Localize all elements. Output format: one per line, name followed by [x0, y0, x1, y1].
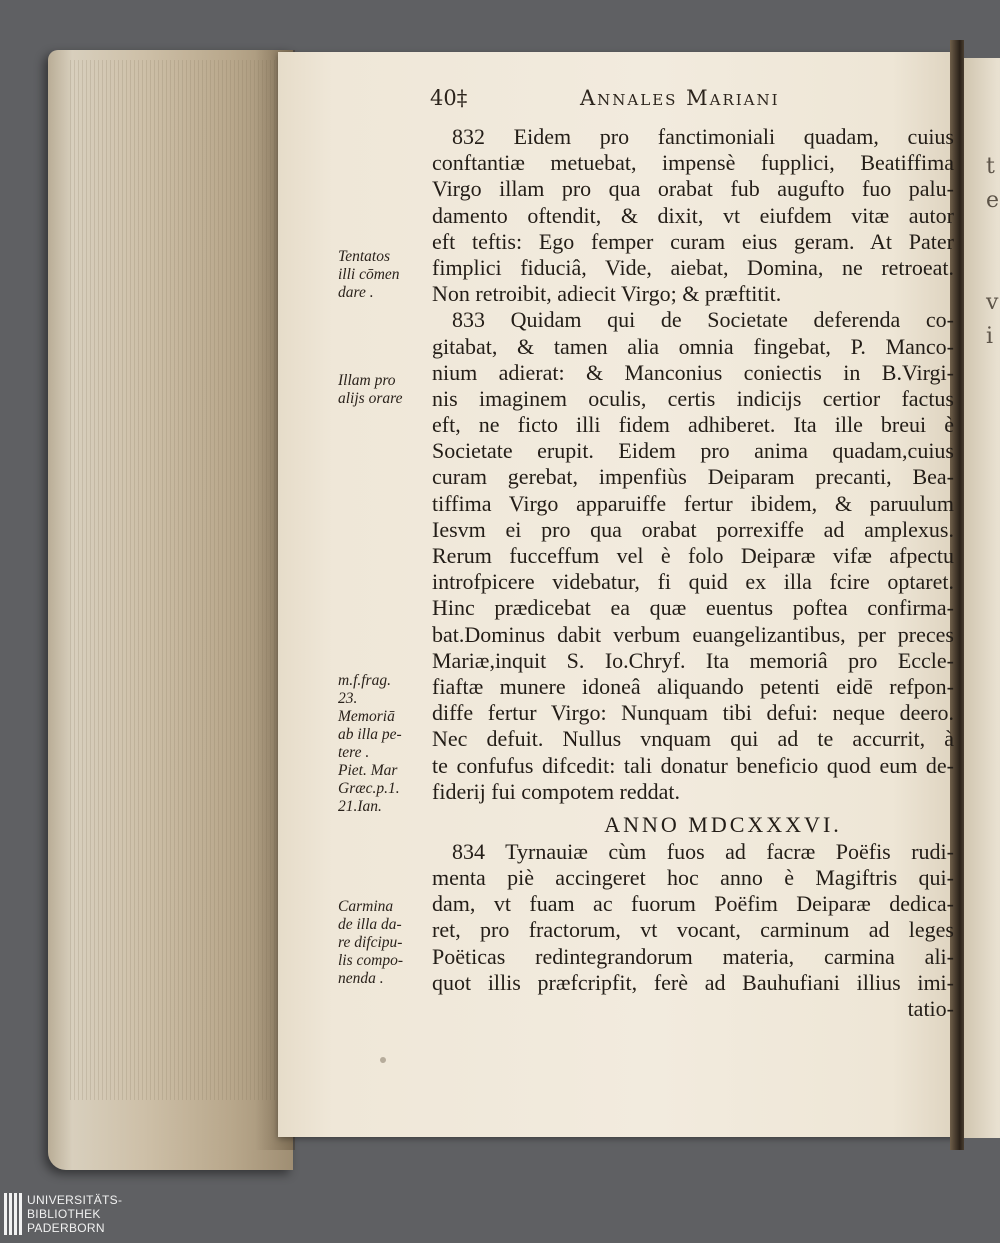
margin-line: lis compo-: [338, 952, 404, 969]
margin-line: Tentatos: [338, 248, 390, 265]
catchword: tatio-: [907, 996, 954, 1021]
text-block-paragraphs-832-833: [432, 124, 954, 805]
text-line: 834 Tyrnauiæ cùm fuos ad facræ Poëfis rudi-: [452, 838, 954, 864]
margin-line: tere .: [338, 744, 370, 761]
text-line: fimplici fiduciâ, Vide, aiebat, Domina, ne retroeat.: [432, 254, 954, 280]
marginal-note-illam: [338, 372, 430, 408]
main-text-block: [432, 124, 954, 1022]
text-line: eft teftis: Ego femper curam eius geram. At Pater: [432, 228, 954, 254]
text-line: ret, pro fractorum, vt vocant, carminum ad leges: [432, 917, 954, 943]
marginal-note-carmina: [338, 898, 430, 988]
text-line: quot illis præfcripfit, ferè ad Bauhufiani illius imi-: [432, 969, 954, 995]
logo-line: BIBLIOTHEK: [27, 1207, 101, 1221]
text-line: damento oftendit, & dixit, vt eiufdem vitæ autor: [432, 202, 954, 228]
running-title: Annales Mariani: [580, 86, 780, 110]
text-line: Mariæ,inquit S. Io.Chryf. Ita memoriâ pro Eccle-: [432, 647, 954, 673]
text-line: Societate erupit. Eidem pro anima quadam,cuius: [432, 438, 954, 464]
library-footer: [0, 1190, 1000, 1243]
margin-line: alijs orare: [338, 390, 403, 407]
facing-page-fragments: t e v i: [986, 154, 1000, 349]
text-line: fiderij fui compotem reddat.: [432, 778, 681, 804]
library-logo-text: [27, 1193, 122, 1235]
ink-smudge: [380, 1057, 386, 1063]
margin-line: nenda .: [338, 970, 384, 987]
margin-line: de illa da-: [338, 916, 402, 933]
logo-line: PADERBORN: [27, 1221, 105, 1235]
text-block-paragraph-834: [432, 839, 954, 996]
margin-line: dare .: [338, 284, 374, 301]
margin-line: Græc.p.1.: [338, 780, 400, 797]
text-line: eft, ne ficto illi fidem adhiberet. Ita ille breui è: [432, 412, 954, 438]
margin-line: 23.: [338, 690, 358, 707]
text-line: bat.Dominus dabit verbum euangelizantibus, per preces: [432, 621, 954, 647]
margin-line: illi cōmen: [338, 266, 400, 283]
text-line: Nec defuit. Nullus vnquam qui ad te accurrit, à: [432, 726, 954, 752]
text-line: nium adierat: & Manconius coniectis in B.Virgi-: [432, 359, 954, 385]
margin-line: ab illa pe-: [338, 726, 402, 743]
text-line: conftantiæ metuebat, impensè fupplici, Beatiffima: [432, 150, 954, 176]
text-line: diffe fertur Virgo: Nunquam tibi defui: neque deero.: [432, 700, 954, 726]
text-line: te confufus difcedit: tali donatur beneficio quod eum de-: [432, 752, 954, 778]
margin-line: Illam pro: [338, 372, 396, 389]
text-line: Poëticas redintegrandorum materia, carmina ali-: [432, 943, 954, 969]
margin-line: re difcipu-: [338, 934, 403, 951]
text-line: curam gerebat, impenfiùs Deiparam precanti, Bea-: [432, 464, 954, 490]
text-line: nis imaginem oculis, certis indicijs certior factus: [432, 385, 954, 411]
text-line: Iesvm ei pro qua orabat porrexiffe ad amplexus.: [432, 516, 954, 542]
text-line: Non retroibit, adiecit Virgo; & præftitit.: [432, 281, 782, 307]
running-head: [430, 86, 950, 110]
margin-line: 21.Ian.: [338, 798, 382, 815]
library-logo-icon: [4, 1193, 22, 1235]
marginal-note-tentatos: [338, 248, 430, 302]
logo-line: UNIVERSITÄTS-: [27, 1193, 123, 1207]
text-line: gitabat, & tamen alia omnia fingebat, P. Manco-: [432, 333, 954, 359]
margin-line: Carmina: [338, 898, 394, 915]
text-line: Hinc prædicebat ea quæ euentus poftea confirma-: [432, 595, 954, 621]
anno-heading: ANNO MDCXXXVI.: [604, 811, 842, 837]
text-line: introfpicere videbatur, fi quid ex illa fcire optaret.: [432, 569, 954, 595]
text-line: 833 Quidam qui de Societate deferenda co-: [452, 307, 954, 333]
text-line: dam, vt fuam ac fuorum Poëfim Deiparæ dedica-: [432, 891, 954, 917]
page-number: 40‡: [430, 86, 468, 110]
margin-line: m.f.frag.: [338, 672, 391, 689]
marginal-note-memoria: [338, 672, 430, 816]
margin-line: Memoriā: [338, 708, 395, 725]
text-line: 832 Eidem pro fanctimoniali quadam, cuius: [452, 124, 954, 149]
text-line: menta piè accingeret hoc anno è Magiftris qui-: [432, 865, 954, 891]
text-line: fiaftæ munere idoneâ aliquando petenti eidē refpon-: [432, 673, 954, 699]
margin-line: Piet. Mar: [338, 762, 398, 779]
text-line: Virgo illam pro qua orabat fub augufto fuo palu-: [432, 176, 954, 202]
text-line: Rerum fucceffum vel è folo Deiparæ vifæ afpectu: [432, 543, 954, 568]
text-line: tiffima Virgo apparuiffe fertur ibidem, & paruulum: [432, 490, 954, 516]
